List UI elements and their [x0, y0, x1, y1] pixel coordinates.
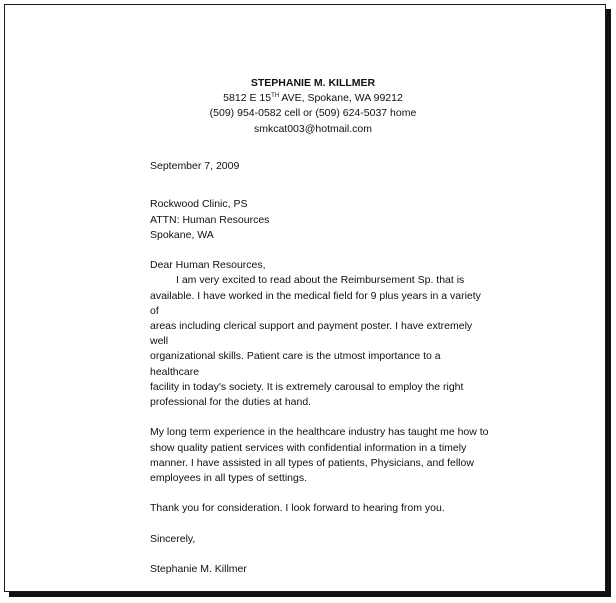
letter-body [150, 159, 490, 577]
letter-page [4, 4, 606, 592]
signature: Stephanie M. Killmer [150, 563, 247, 576]
paragraph-line: areas including clerical support and payment poster. I have extremely well [150, 320, 473, 348]
recipient-line: Spokane, WA [150, 228, 214, 241]
thanks-line: Thank you for consideration. I look forward to hearing from you. [150, 502, 445, 515]
letter-header [5, 76, 605, 137]
sender-phones: (509) 954-0582 cell or (509) 624-5037 home [209, 107, 417, 120]
paragraph-line: professional for the duties at hand. [150, 396, 312, 409]
paragraph-line: facility in today's society. It is extremely carousal to employ the right [150, 380, 464, 393]
recipient-block [150, 197, 490, 243]
paragraph-2 [150, 425, 490, 486]
paragraph-line: manner. I have assisted in all types of patients, Physicians, and fellow [150, 456, 474, 469]
sender-email: smkcat003@hotmail.com [253, 122, 373, 135]
address-end: AVE, Spokane, WA 99212 [279, 92, 403, 105]
letter-date: September 7, 2009 [150, 160, 240, 172]
address-ordinal: TH [271, 93, 280, 100]
paragraph-1 [150, 273, 490, 410]
paragraph-line: I am very excited to read about the Reimbursement Sp. that is [176, 274, 465, 287]
paragraph-line: available. I have worked in the medical field for 9 plus years in a variety of [150, 289, 481, 317]
recipient-line: ATTN: Human Resources [150, 213, 270, 226]
sender-name: STEPHANIE M. KILLMER [250, 77, 376, 89]
paragraph-line: show quality patient services with confidential information in a timely [150, 441, 467, 454]
paragraph-line: My long term experience in the healthcare industry has taught me how to [150, 426, 489, 439]
paragraph-line: organizational skills. Patient care is the utmost importance to a healthcare [150, 350, 441, 378]
salutation: Dear Human Resources, [150, 259, 266, 272]
sender-address [21, 91, 605, 106]
closing: Sincerely, [150, 532, 196, 545]
address-start: 5812 E 15 [223, 92, 272, 105]
recipient-line: Rockwood Clinic, PS [150, 198, 248, 211]
paragraph-line: employees in all types of settings. [150, 472, 307, 485]
